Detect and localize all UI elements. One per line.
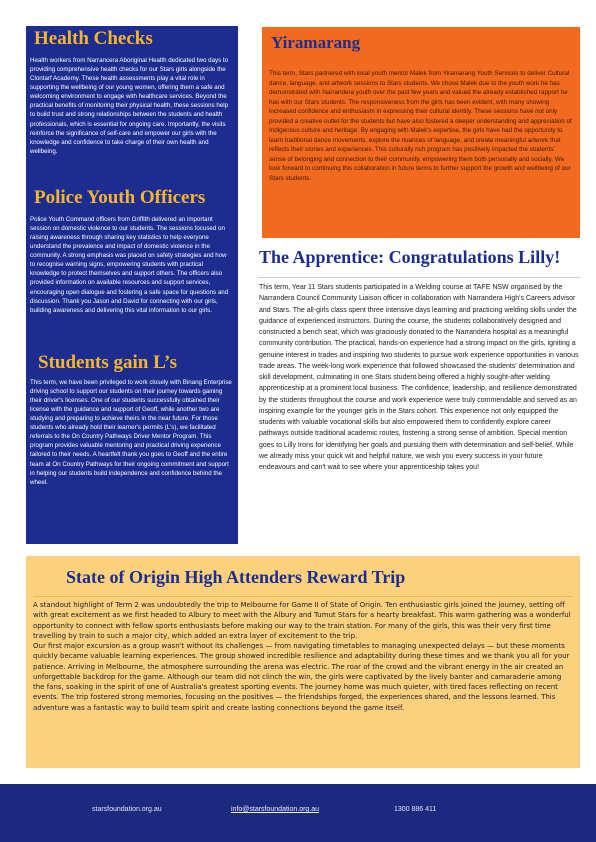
police-body: Police Youth Command officers from Griffith delivered an important session on domestic violence to our students. The sessions focused on raising awareness through sharing key statistics to help everyone understand the prevalence and impact of domestic violence in the community. A strong emphasis was placed on safety strategies and how to recognise warning signs, empowering students with practical knowledge to protect themselves and support others. The officers also provided information on available resources and support services, encouraging open dialogue and fostering a safe space for questions and discussion. Thank you Jason and David for connecting with our girls, building awareness and delivering this vital information to our girls.: [30, 215, 229, 314]
health-checks-body: Health workers from Narrancera Aboriginal Health dedicated two days to providing comprehensive health checks for our Stars girls alongside the Clontarf Academy. These health assessments play a vital role in supporting the wellbeing of our young women, offering them a safe and welcoming environment to engage with healthcare services. Beyond the practical benefits of monitoring their physical health, these sessions help to build trust and strong relationships between the students and health professionals, which is essential for ongoing care. Importantly, the visits reinforce the significance of self-care and empower our girls with the knowledge and confidence to take charge of their own health and wellbeing.: [30, 56, 229, 155]
students-l-body: This term, we have been privileged to work closely with Binang Enterprise driving school to support our students on their journey towards gaining their driver's licenses. One of our students successfully obtained their license with the guidance and support of Geoff, while another two are studying and preparing to achieve theirs in the near future. For those students who already hold their learner's permits (L's), we facilitated referrals to the On Country Pathways Driver Mentor Program. This program provides valuable mentoring and practical driving experience tailored to their needs. A heartfelt thank you goes to Geoff and the entire team at On Country Pathways for their ongoing commitment and support in helping our students build independence and confidence behind the wheel.: [30, 378, 232, 486]
students-l-title: Students gain L’s: [38, 351, 178, 373]
yiramarang-panel: [262, 27, 580, 238]
state-of-origin-title: State of Origin High Attenders Reward Trip: [66, 567, 406, 587]
state-of-origin-paragraph-2: Our first major excursion as a group wasn't without its challenges — from navigating timetables to managing unexpected delays — but these moments quickly became valuable learning experiences. The group showed incredible resilience and adaptability during these times and we thank you all for your patience. Arriving in Melbourne, the atmosphere surrounding the arena was electric. The roar of the crowd and the vibrant energy in the air created an unforgettable backdrop for the game. Although our team did not clinch the win, the girls were captivated by the lively banter and camaraderie among the fans, soaking in the spirit of one of Australia's greatest sporting events. The journey home was much quieter, with tired faces reflecting on recent events. The trip fostered strong memories, focusing on the positives — the friendships forged, the experiences shared, and the lessons learned. This adventure was a fantastic way to build team spirit and create lasting connections beyond the game itself.: [33, 642, 570, 712]
police-title: Police Youth Officers: [34, 186, 206, 208]
left-column-panel: [26, 26, 238, 544]
yiramarang-title: Yiramarang: [271, 33, 361, 52]
state-of-origin-body: [33, 600, 573, 713]
footer-email-link[interactable]: info@starsfoundation.org.au: [231, 806, 320, 813]
state-of-origin-panel: [26, 556, 580, 768]
footer-bar: [0, 784, 596, 842]
state-of-origin-divider: [34, 596, 572, 597]
state-of-origin-paragraph-1: A standout highlight of Term 2 was undoubtedly the trip to Melbourne for Game II of State of Origin. Ten enthusiastic girls joined the journey, setting off with great excitement as we first headed to Albury to meet with the Albury and Tumut Stars for a hearty breakfast. This warm gathering was a wonderful opportunity to connect with fellow sports enthusiasts before making our way to the train station. For many of the girls, this was their very first time travelling by train to such a major city, which added an extra layer of excitement to the trip.: [33, 601, 571, 640]
health-checks-title: Health Checks: [34, 28, 153, 49]
footer-website-link[interactable]: starsfoundation.org.au: [92, 806, 162, 813]
apprentice-divider: [258, 277, 580, 278]
apprentice-body: This term, Year 11 Stars students participated in a Welding course at TAFE NSW organised by the Narrandera Council Community Liaison officer in collaboration with Narrandera High's Careers advisor and Stars. The all-girls class spent three intensive days learning and practicing welding skills under the guidance of experienced instructors. During the course, the students collaboratively designed and constructed a bench seat, which was graciously donated to the Narrandera hospital as a meaningful community contribution. The practical, hands-on experience had a strong impact on the girls, igniting a genuine interest in trades and inspiring two students to pursue work experience opportunities in various trade areas. The week-long work experience that followed showcased the students' determination and skill development, culminating in one Stars student being offered a highly sought-after welding apprenticeship at a prominent local business. The confidence, leadership, and resilience demonstrated by the students throughout the course and work experience were truly commendable and served as an inspiring example for the younger girls in the Stars cohort. This experience not only equipped the students with valuable vocational skills but also empowered them to confidently explore career pathways outside traditional academic routes, fostering a strong sense of ambition. Special mention goes to Lilly Irons for identifying her goals and pursuing them with determination and self-belief. While we already miss your quick wit and helpful nature, we wish you every success in your future endeavours and can't wait to see where your apprenticeship takes you!: [259, 284, 579, 471]
apprentice-title: The Apprentice: Congratulations Lilly!: [259, 247, 561, 267]
footer-phone: 1300 886 411: [394, 806, 437, 813]
yiramarang-body: This term, Stars partnered with local youth mentor Malek from Yiramarang Youth Services to deliver Cultural dance, language, and artwork sessions to Stars students. We chose Malek due to the youth work he has demonstrated with Narrandera youth over the past few years and valued the already established rapport he has with our Stars students. The responsiveness from the girls has been evident, with many showing increased confidence and enthusiasm in expressing their cultural identity. These sessions have not only provided a creative outlet for the students but have also fostered a deeper understanding and appreciation of Indigenous culture and heritage. By engaging with Malek's expertise, the girls have had the opportunity to learn traditional dance movements, explore the nuances of language, and create meaningful artwork that reflects their stories and experiences. This culturally rich program has positively impacted the students' sense of belonging and connection to their community, empowering them both personally and socially. We look forward to continuing this collaboration in future terms to further support the growth and wellbeing of our Stars students.: [269, 70, 572, 182]
